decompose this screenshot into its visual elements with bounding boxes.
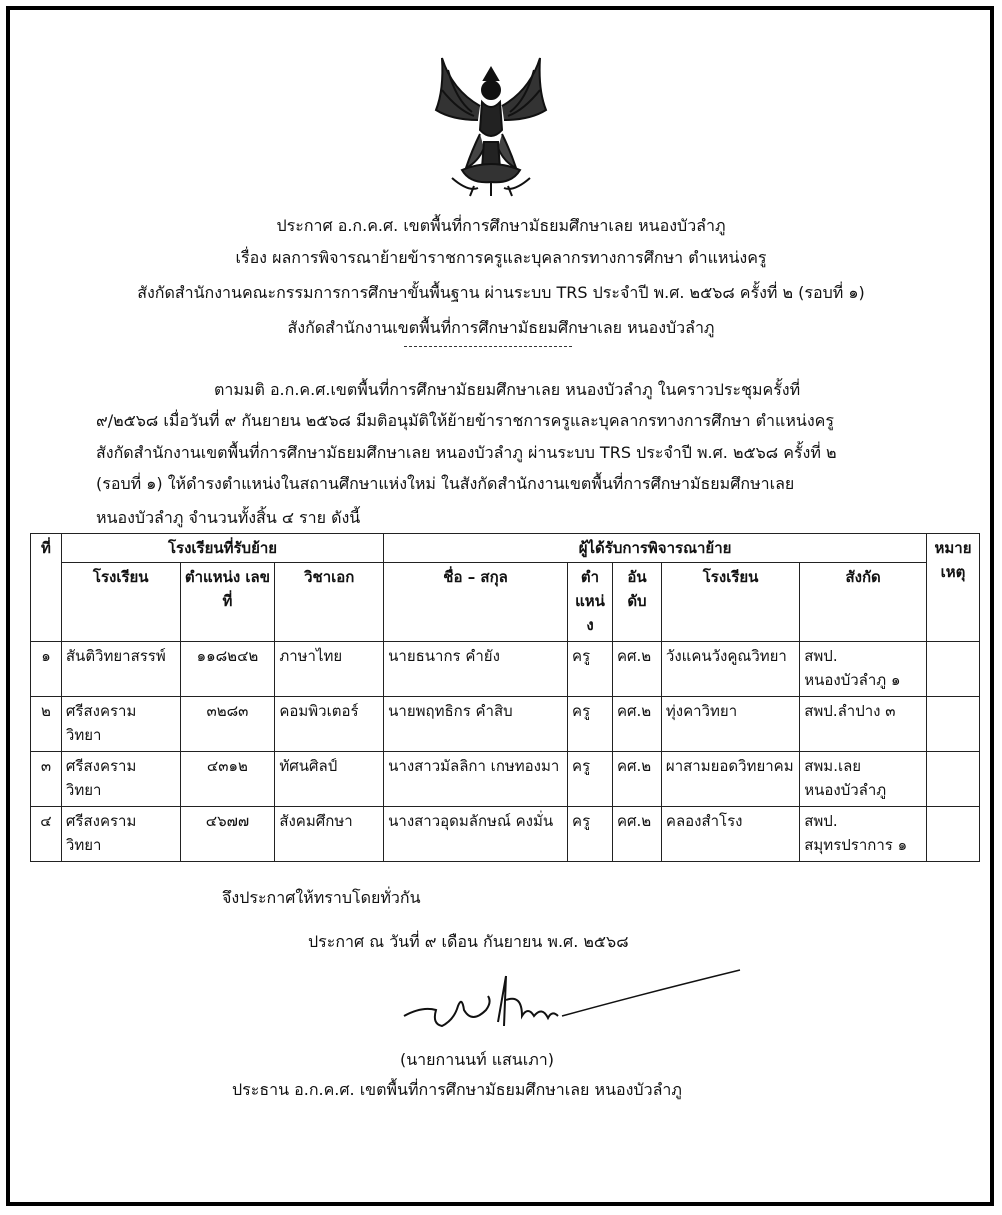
cell-major: ทัศนศิลป์ [275,752,384,807]
cell-position-no: ๑๑๘๒๔๒ [180,642,275,697]
cell-no: ๔ [31,807,62,862]
cell-position-no: ๔๓๑๒ [180,752,275,807]
header-position: ตำ แหน่ง [568,563,613,642]
cell-position-no: ๓๒๘๓ [180,697,275,752]
cell-position: ครู [568,752,613,807]
cell-under: สพป.ลำปาง ๓ [800,697,927,752]
title-line-3: สังกัดสำนักงานคณะกรรมการการศึกษาขั้นพื้นฐาน ผ่านระบบ TRS ประจำปี พ.ศ. ๒๕๖๘ ครั้งที่ ๒ (รอบที่ ๑) [137,283,865,302]
table-row [31,807,980,862]
closing-notice: จึงประกาศให้ทราบโดยทั่วกัน [222,888,421,907]
cell-position: ครู [568,697,613,752]
table-row [31,752,980,807]
cell-under: สพม.เลย หนองบัวลำภู [800,752,927,807]
body-line-1: ตามมติ อ.ก.ค.ศ.เขตพื้นที่การศึกษามัธยมศึกษาเลย หนองบัวลำภู ในคราวประชุมครั้งที่ [214,380,801,399]
transfer-table [30,533,980,862]
cell-no: ๒ [31,697,62,752]
body-line-4: (รอบที่ ๑) ให้ดำรงตำแหน่งในสถานศึกษาแห่งใหม่ ในสังกัดสำนักงานเขตพื้นที่การศึกษามัธยมศึกษาเลย [96,474,795,493]
cell-note [927,752,980,807]
cell-school: สันติวิทยาสรรพ์ [61,642,180,697]
cell-name: นายธนากร คำยัง [384,642,568,697]
cell-no: ๑ [31,642,62,697]
header-transferee: ผู้ได้รับการพิจารณาย้าย [384,534,927,563]
title-line-2: เรื่อง ผลการพิจารณาย้ายข้าราชการครูและบุคลากรทางการศึกษา ตำแหน่งครู [235,248,767,267]
cell-school: ศรีสงคราม วิทยา [61,752,180,807]
header-receiving-school: โรงเรียนที่รับย้าย [61,534,383,563]
cell-no: ๓ [31,752,62,807]
cell-level: คศ.๒ [612,642,661,697]
cell-name: นายพฤทธิกร คำสิบ [384,697,568,752]
announcement-date: ประกาศ ณ วันที่ ๙ เดือน กันยายน พ.ศ. ๒๕๖๘ [308,932,629,951]
header-no: ที่ [31,534,62,642]
cell-position: ครู [568,807,613,862]
cell-school: ศรีสงคราม วิทยา [61,807,180,862]
cell-from-school: ผาสามยอดวิทยาคม [661,752,799,807]
cell-level: คศ.๒ [612,807,661,862]
cell-level: คศ.๒ [612,752,661,807]
cell-note [927,807,980,862]
signer-title: ประธาน อ.ก.ค.ศ. เขตพื้นที่การศึกษามัธยมศึกษาเลย หนองบัวลำภู [232,1080,682,1099]
table-header-row [31,534,980,563]
table-subheader-row [31,563,980,642]
cell-level: คศ.๒ [612,697,661,752]
cell-from-school: ทุ่งคาวิทยา [661,697,799,752]
title-line-4: สังกัดสำนักงานเขตพื้นที่การศึกษามัธยมศึกษาเลย หนองบัวลำภู [287,318,715,337]
header-note: หมาย เหตุ [927,534,980,642]
cell-major: คอมพิวเตอร์ [275,697,384,752]
cell-from-school: วังแคนวังคูณวิทยา [661,642,799,697]
signature [402,966,742,1036]
cell-note [927,642,980,697]
body-line-2: ๙/๒๕๖๘ เมื่อวันที่ ๙ กันยายน ๒๕๖๘ มีมติอนุมัติให้ย้ายข้าราชการครูและบุคลากรทางการศึกษา ตำแหน่งครู [96,411,834,430]
header-major: วิชาเอก [275,563,384,642]
title-line-1: ประกาศ อ.ก.ค.ศ. เขตพื้นที่การศึกษามัธยมศึกษาเลย หนองบัวลำภู [276,216,726,235]
cell-note [927,697,980,752]
cell-name: นางสาวมัลลิกา เกษทองมา [384,752,568,807]
cell-name: นางสาวอุดมลักษณ์ คงมั่น [384,807,568,862]
table-row [31,697,980,752]
header-under: สังกัด [800,563,927,642]
cell-major: สังคมศึกษา [275,807,384,862]
cell-position: ครู [568,642,613,697]
cell-school: ศรีสงคราม วิทยา [61,697,180,752]
header-level: อัน ดับ [612,563,661,642]
header-name: ชื่อ – สกุล [384,563,568,642]
header-school: โรงเรียน [61,563,180,642]
separator-line [404,346,572,347]
signer-name: (นายกานนท์ แสนเภา) [400,1050,554,1069]
cell-position-no: ๔๖๗๗ [180,807,275,862]
cell-from-school: คลองสำโรง [661,807,799,862]
cell-under: สพป. สมุทรปราการ ๑ [800,807,927,862]
body-line-5: หนองบัวลำภู จำนวนทั้งสิ้น ๔ ราย ดังนี้ [96,508,361,527]
body-line-3: สังกัดสำนักงานเขตพื้นที่การศึกษามัธยมศึกษาเลย หนองบัวลำภู ผ่านระบบ TRS ประจำปี พ.ศ. ๒๕๖๘ ครั้งที่ ๒ [96,443,837,462]
cell-under: สพป. หนองบัวลำภู ๑ [800,642,927,697]
table-row [31,642,980,697]
garuda-emblem-icon [422,50,560,200]
header-from-school: โรงเรียน [661,563,799,642]
header-position-no: ตำแหน่ง เลขที่ [180,563,275,642]
cell-major: ภาษาไทย [275,642,384,697]
